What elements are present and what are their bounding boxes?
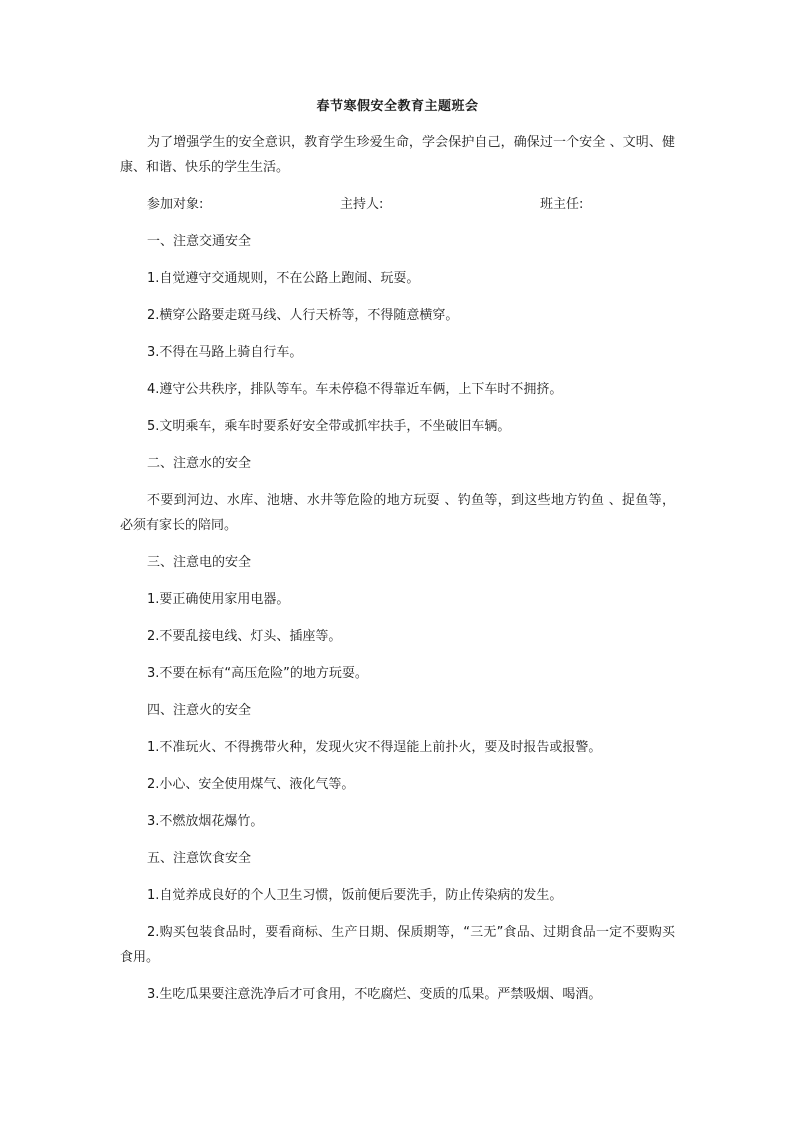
fire-item-1: 1.不准玩火、不得携带火种，发现火灾不得逞能上前扑火，要及时报告或报警。	[147, 740, 602, 755]
traffic-item-1: 1.自觉遵守交通规则，不在公路上跑闹、玩耍。	[147, 271, 420, 286]
traffic-item-5: 5.文明乘车，乘车时要系好安全带或抓牢扶手，不坐破旧车辆。	[147, 419, 511, 434]
water-paragraph: 不要到河边、水库、池塘、水井等危险的地方玩耍 、钓鱼等，到这些地方钓鱼 、捉鱼等，必须有家长的陪同。	[120, 493, 675, 533]
attend-label: 参加对象:	[147, 197, 204, 212]
food-item-1: 1.自觉养成良好的个人卫生习惯，饭前便后要洗手，防止传染病的发生。	[147, 888, 563, 903]
section-heading-fire: 四、注意火的安全	[147, 703, 252, 718]
food-item-3: 3.生吃瓜果要注意洗净后才可食用，不吃腐烂、变质的瓜果。严禁吸烟、喝酒。	[147, 987, 602, 1002]
document-body	[120, 96, 675, 1019]
host-label: 主持人:	[340, 197, 384, 212]
food-item-2: 2.购买包装食品时，要看商标、生产日期、保质期等，“三无”食品、过期食品一定不要购买食用。	[120, 925, 675, 965]
section-heading-electric: 三、注意电的安全	[147, 555, 252, 570]
section-heading-food: 五、注意饮食安全	[147, 851, 252, 866]
electric-item-3: 3.不要在标有“高压危险”的地方玩耍。	[147, 666, 368, 681]
traffic-item-3: 3.不得在马路上骑自行车。	[147, 345, 303, 360]
fire-item-2: 2.小心、安全使用煤气、液化气等。	[147, 777, 355, 792]
fire-item-3: 3.不燃放烟花爆竹。	[147, 814, 264, 829]
section-heading-traffic: 一、注意交通安全	[147, 234, 252, 249]
electric-item-2: 2.不要乱接电线、灯头、插座等。	[147, 629, 342, 644]
participants-line	[120, 192, 675, 217]
traffic-item-4: 4.遵守公共秩序，排队等车。车未停稳不得靠近车俩，上下车时不拥挤。	[147, 382, 563, 397]
intro-paragraph: 为了增强学生的安全意识，教育学生珍爱生命，学会保护自己，确保过一个安全 、文明、健康、和谐、快乐的学生生活。	[120, 135, 675, 175]
teacher-label: 班主任:	[540, 197, 584, 212]
section-heading-water: 二、注意水的安全	[147, 456, 252, 471]
traffic-item-2: 2.横穿公路要走斑马线、人行天桥等，不得随意横穿。	[147, 308, 459, 323]
document-title: 春节寒假安全教育主题班会	[316, 99, 479, 114]
electric-item-1: 1.要正确使用家用电器。	[147, 592, 290, 607]
